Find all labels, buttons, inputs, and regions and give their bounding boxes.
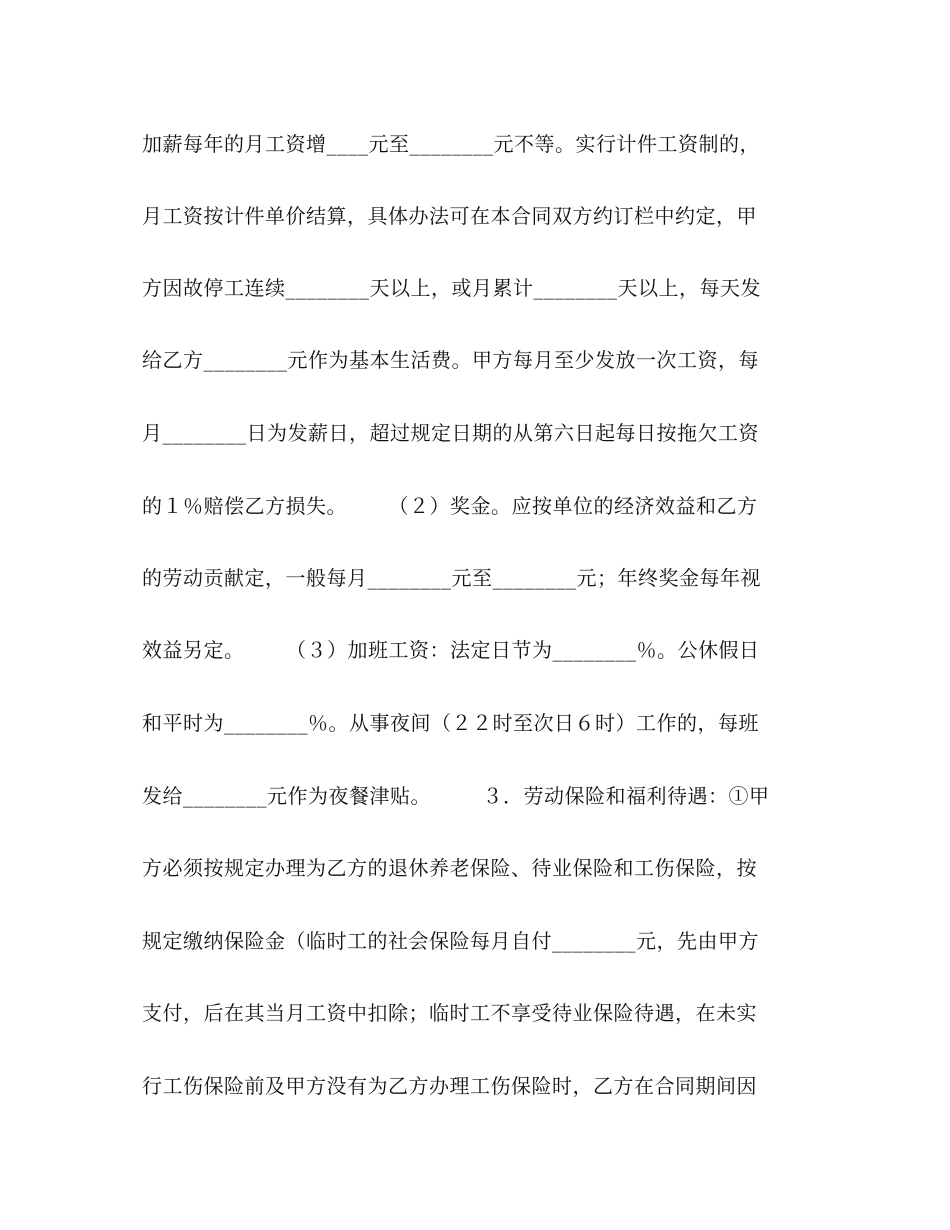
text-line: 支付，后在其当月工资中扣除；临时工不享受待业保险待遇，在未实 [142, 1001, 757, 1025]
text-line: 加薪每年的月工资增____元至________元不等。实行计件工资制的， [142, 132, 760, 156]
text-line: 发给________元作为夜餐津贴。 ３．劳动保险和福利待遇：①甲 [142, 784, 770, 808]
text-line: 的１％赔偿乙方损失。 （２）奖金。应按单位的经济效益和乙方 [142, 494, 758, 518]
text-line: 月工资按计件单价结算，具体办法可在本合同双方约订栏中约定，甲 [142, 204, 757, 228]
text-line: 给乙方________元作为基本生活费。甲方每月至少发放一次工资，每 [142, 348, 759, 372]
text-line: 月________日为发薪日，超过规定日期的从第六日起每日按拖欠工资 [142, 421, 759, 445]
text-line: 效益另定。 （３）加班工资：法定日节为________％。公休假日 [142, 638, 760, 662]
text-line: 行工伤保险前及甲方没有为乙方办理工伤保险时，乙方在合同期间因 [142, 1074, 757, 1098]
text-line: 方因故停工连续________天以上，或月累计________天以上，每天发 [142, 276, 761, 300]
text-line: 规定缴纳保险金（临时工的社会保险每月自付________元，先由甲方 [142, 929, 759, 953]
text-line: 方必须按规定办理为乙方的退休养老保险、待业保险和工伤保险，按 [142, 856, 757, 880]
text-line: 的劳动贡献定，一般每月________元至________元；年终奖金每年视 [142, 566, 761, 590]
text-line: 和平时为________％。从事夜间（２２时至次日６时）工作的，每班 [142, 711, 759, 735]
